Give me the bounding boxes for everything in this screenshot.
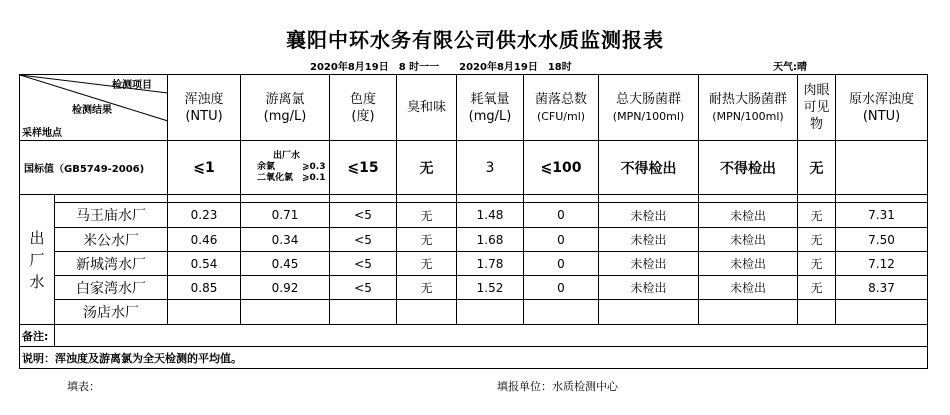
- remark-label: 备注:: [20, 325, 55, 347]
- plant-name: 白家湾水厂: [55, 276, 168, 300]
- reporting-unit: 填报单位：水质检测中心: [497, 380, 618, 393]
- plant-name: 新城湾水厂: [55, 252, 168, 276]
- standard-colony: ⩽100: [524, 141, 599, 195]
- standard-raw: [836, 141, 928, 195]
- col-chlorine: 游离氯 (mg/L): [241, 75, 330, 141]
- col-turbidity: 浑浊度 (NTU): [168, 75, 241, 141]
- standard-oxygen: 3: [457, 141, 524, 195]
- group-label-text: [20, 227, 54, 293]
- corner-item-label: 检测项目: [112, 80, 152, 91]
- col-raw-turbidity: 原水浑浊度 (NTU): [836, 75, 928, 141]
- standard-thermo-coliform: 不得检出: [699, 141, 798, 195]
- plant-name: 马王庙水厂: [55, 203, 168, 228]
- standard-row: [20, 141, 928, 195]
- plant-name: 汤店水厂: [55, 300, 168, 325]
- col-thermo-coliform: 耐热大肠菌群 (MPN/100ml): [699, 75, 798, 141]
- table-row: 米公水厂 0.46 0.34 <5 无 1.68 0 未检出 未检出 无 7.50: [20, 228, 928, 252]
- col-odor: 臭和味: [397, 75, 457, 141]
- standard-visible: 无: [798, 141, 836, 195]
- group-label-char: 水: [29, 272, 45, 291]
- col-visible: 肉眼 可见 物: [798, 75, 836, 141]
- diagonal-header: [20, 75, 168, 141]
- col-coliform: 总大肠菌群 (MPN/100ml): [599, 75, 699, 141]
- note-row: [20, 347, 928, 369]
- table-row: 白家湾水厂 0.85 0.92 <5 无 1.52 0 未检出 未检出 无 8.37: [20, 276, 928, 300]
- plant-name: 米公水厂: [55, 228, 168, 252]
- report-period: 2020年8月19日 8 时一一 2020年8月19日 18时: [310, 62, 572, 73]
- remark-row: [20, 325, 928, 347]
- note-text: 说明：浑浊度及游离氯为全天检测的平均值。: [20, 347, 928, 369]
- table-row: 新城湾水厂 0.54 0.45 <5 无 1.78 0 未检出 未检出 无 7.12: [20, 252, 928, 276]
- table-row: [20, 300, 928, 325]
- header-row: [20, 75, 928, 141]
- remark-content: [55, 325, 928, 347]
- col-colony: 菌落总数 (CFU/ml): [524, 75, 599, 141]
- filler-label: 填表：: [67, 380, 100, 393]
- standard-coliform: 不得检出: [599, 141, 699, 195]
- col-color: 色度 (度): [330, 75, 397, 141]
- weather: 天气:晴: [773, 62, 807, 73]
- group-label-char: 出: [29, 228, 45, 247]
- corner-site-label: 采样地点: [22, 128, 62, 139]
- quality-table: [19, 74, 928, 369]
- standard-label: 国标值（GB5749-2006): [20, 141, 168, 195]
- spacer-row: [20, 195, 928, 203]
- report-title: 襄阳中环水务有限公司供水水质监测报表: [286, 28, 664, 52]
- corner-result-label: 检测结果: [72, 105, 112, 116]
- group-label: [20, 195, 55, 325]
- group-label-char: 厂: [29, 250, 45, 269]
- standard-chlorine: 出厂水 余氯 ⩾0.3 二氧化氯 ⩾0.1: [241, 141, 330, 195]
- standard-turbidity: ⩽1: [168, 141, 241, 195]
- standard-color: ⩽15: [330, 141, 397, 195]
- col-oxygen: 耗氧量 (mg/L): [457, 75, 524, 141]
- standard-odor: 无: [397, 141, 457, 195]
- table-row: 马王庙水厂 0.23 0.71 <5 无 1.48 0 未检出 未检出 无 7.31: [20, 203, 928, 228]
